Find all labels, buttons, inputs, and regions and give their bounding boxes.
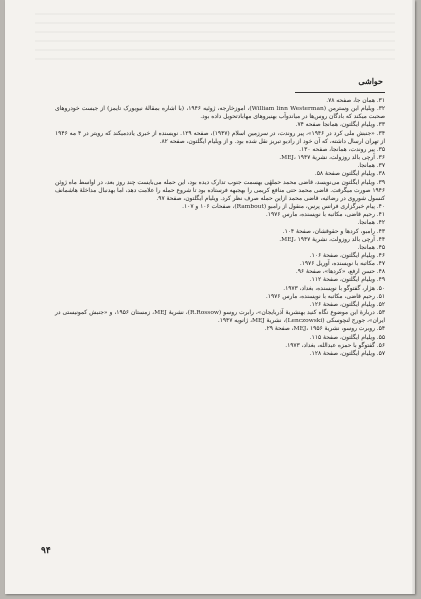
footnote: ۴۶. ویلیام ایگلتون، صفحهٔ ۱۰۶. — [309, 252, 385, 259]
footnote: ۵۱. رحیم قاضی، مکاتبه با نویسنده، مارس ۱۹۷۶. — [265, 293, 385, 300]
footnote: ۳۱. همان جا، صفحه ۷۸. — [326, 98, 385, 104]
footnote: ۳۶. آرچی بالد روزولت، نشریهٔ MEJ، ۱۹۴۷. — [279, 155, 385, 162]
footnote: ۴۱. رحیم قاضی، مکاتبه با نویسنده، مارس ۱۹۷۶. — [265, 212, 385, 219]
footnote: ۴۸. حسن ارفع، «کردها»، صفحهٔ ۹۶. — [295, 269, 385, 276]
book-page — [5, 0, 415, 594]
footnote: ۳۳. ویلیام ایگلتون، همانجا صفحه ۷۴. — [295, 122, 385, 129]
footnote: ۵۲. ویلیام ایگلتون، صفحهٔ ۱۲۶. — [309, 301, 385, 308]
footnote: ۴۴. آرچی بالد روزولت، نشریهٔ MEJ، ۱۹۴۷. — [279, 236, 385, 243]
footnote: ۵۵. ویلیام ایگلتون، صفحهٔ ۱۱۵. — [309, 334, 385, 341]
page-number: ۹۴ — [41, 546, 51, 556]
header-rule — [295, 92, 385, 93]
footnote: ۳۵. پیر روندت، همانجا، صفحه ۱۳۰. — [299, 146, 385, 153]
footnote: ۴۰. پیام خبرگزاری فرانس پرس، منقول از رامبو (Rambout)، صفحات ۱۰۶ و ۱۰۷. — [182, 204, 385, 211]
footnote: ۳۸. ویلیام ایگلتون صفحهٔ ۵۸. — [314, 171, 385, 178]
page-edge-shadow — [412, 0, 415, 594]
footnote: ۴۹. ویلیام ایگلتون، صفحهٔ ۱۱۲. — [309, 277, 385, 284]
footnotes-list — [55, 97, 385, 358]
footnote: ۵۴. روبرت روسو، نشریهٔ MEJ، ۱۹۵۶، صفحهٔ ۲۹. — [264, 326, 385, 333]
footnote: ۳۴. «جنبش ملی کرد در ۱۹۴۶»، پیر روندت، در سرزمین اسلام (۱۹۴۷)، صفحه ۱۲۹. نویسنده از خبری یاددمیکند که رویتر در ۴ مه ۱۹۴۶ از تهران ارسال داشته، که آن خود از رادیو تبریز نقل شده بود. و از ویلیام ایگلتون، صفحه ۸۲. — [55, 130, 385, 145]
footnote: ۵۷. ویلیام ایگلتون، صفحهٔ ۱۲۸. — [309, 350, 385, 357]
footnote: ۵۰. هژار، گفتوگو با نویسنده، بغداد، ۱۹۷۳. — [283, 285, 385, 292]
show-through-text — [35, 6, 395, 66]
footnote: ۴۷. مکاتبه با نویسنده، آوریل ۱۹۷۶. — [299, 261, 385, 268]
footnote: ۴۳. رامبو، کردها و حقوقشان، صفحهٔ ۱۰۴. — [282, 228, 385, 235]
footnote: ۳۲. ویلیام این وسترمن (William linn Westerman)، اموزخارجه، ژوئیه ۱۹۴۶، (با اشاره بمقالهٔ نیویورک تایمز) از جیست خودروهای صحبت میکند که بادگان روس‌ها در میاندوآب بهنیروهای مهابادتحویل داده بود. — [55, 106, 386, 121]
footnote: ۳۹. ویلیام ایگلتون می‌نویسد، قاضی محمد حملهٔی بهسمت جنوب تدارک دیده بود، این حمله می‌بایست چند روز بعد، در اواسط ماه ژوئن ۱۹۴۶ صورت میگرفت. قاضی محمد حتی منافع کریمی را بهجبهه فرستاده بود تا شروع حمله را علامت دهد، اما بهدنبال مداخلهٔ هاشمانف کنسول شوروی در رضائیه، قاضی محمد ازاین حمله صرف نظر کرد. ویلیام ایگلتون، صفحهٔ ۹۷. — [55, 179, 385, 202]
footnote: ۳۷. همانجا. — [357, 163, 385, 170]
footnote: ۴۲. همانجا. — [357, 220, 385, 227]
page-header: حواشی — [358, 76, 383, 86]
footnote: ۴۵. همانجا. — [357, 244, 385, 251]
footnote: ۵۳. دربارهٔ این موضوع نگاه کنید بهنشریهٔ آذربایجان»، رابرت روسو (R.Rossow)، نشریهٔ MEJ، زمستان ۱۹۵۶، و «جنبش کمونیستی در ایران»، جورج لنچوسکی (Lenczowski)، نشریهٔ MEJ، ژانویه ۱۹۴۷. — [55, 310, 385, 325]
footnote: ۵۶. گفتوگو با حمزه عبدالله، بغداد، ۱۹۷۳. — [285, 342, 385, 349]
